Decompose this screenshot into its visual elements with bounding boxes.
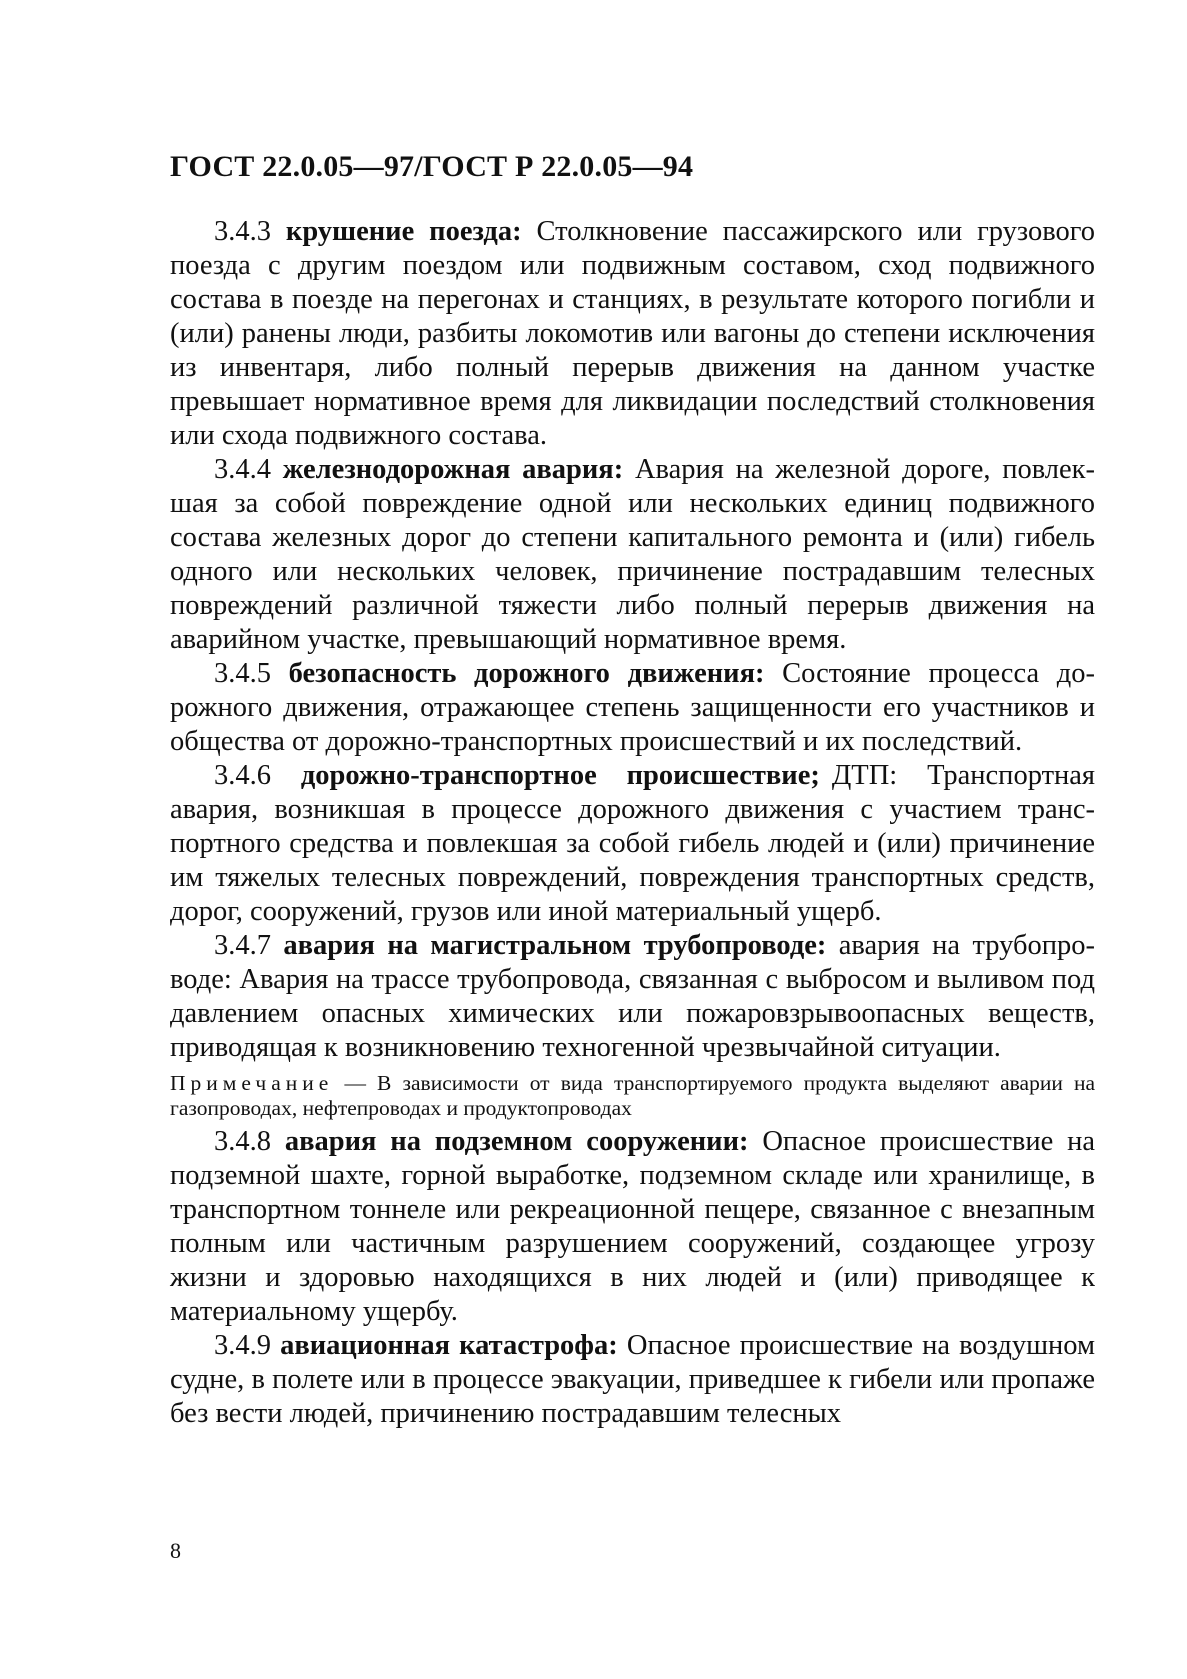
definition: Состояние процесса дорожного движения, отражающее степень защищенности его участников и общества от дорожно-транспортных происшествий и их последствий. <box>170 658 1095 757</box>
definition: Опасное происшествие на подземной шахте, горной выработке, подземном складе или хранилище, в транспортном тоннеле или рекреационной пещере, связанное с внезапным полным или частичным разрушением сооружений, создающее угрозу жизни и здоровью находящихся в них людей и (или) приводящее к материальному ущербу. <box>170 1126 1095 1327</box>
definition: Авария на железной дороге, повлекшая за собой повреждение одной или нескольких единиц подвижного состава железных дорог до степени капитального ремонта и (или) гибель одного или нескольких человек, причинение пострадавшим телесных повреждений различной тяжести либо полный перерыв движения на аварийном участке, превышающий нормативное время. <box>170 454 1096 655</box>
document-body <box>170 215 1095 1431</box>
term: авария на подземном сооружении: <box>284 1126 749 1157</box>
definition: Транспортная авария, возникшая в процессе дорожного движения с участием транспортного средства и повлекшая за собой гибель людей и (или) причинение им тяжелых телесных повреждений, повреждения транспортных средств, дорог, сооружений, грузов или иной материальный ущерб. <box>170 760 1096 927</box>
term: дорожно-транспортное происшествие; <box>300 760 820 791</box>
term: крушение поезда: <box>285 216 522 247</box>
paragraph-3-4-4 <box>170 453 1095 657</box>
document-header: ГОСТ 22.0.05—97/ГОСТ Р 22.0.05—94 <box>170 150 694 183</box>
clause-number: 3.4.3 <box>214 216 271 247</box>
definition: авария на трубопроводе: Авария на трассе трубопровода, связанная с выбросом и выливом под давлением опасных химических или пожаровзрывоопасных веществ, приводящая к возникновению техногенной чрезвычайной ситуации. <box>170 930 1095 1063</box>
term: авария на магистральном трубопроводе: <box>283 930 827 961</box>
paragraph-3-4-9 <box>170 1329 1095 1431</box>
paragraph-3-4-6 <box>170 759 1095 929</box>
paragraph-3-4-5 <box>170 657 1095 759</box>
paragraph-3-4-8 <box>170 1125 1095 1329</box>
clause-number: 3.4.9 <box>214 1330 271 1361</box>
paragraph-3-4-3 <box>170 215 1095 453</box>
abbreviation: ДТП: <box>831 760 898 791</box>
clause-number: 3.4.6 <box>214 760 271 791</box>
definition: Опасное происшествие на воздушном судне, в полете или в процессе эвакуации, приведшее к гибели или пропаже без вести людей, причинению пострадавшим телесных <box>170 1330 1096 1429</box>
definition: Столкновение пассажирского или грузового поезда с другим поездом или подвижным составом, сход подвижного состава в поезде на перегонах и станциях, в результате которого погибли и (или) ранены люди, разбиты локомотив или вагоны до степени исключения из инвентаря, либо полный перерыв движения на данном участке превышает нормативное время для ликвидации последствий столкновения или схода подвижного состава. <box>170 216 1095 451</box>
note-label: Примечание <box>170 1071 334 1095</box>
clause-number: 3.4.4 <box>214 454 271 485</box>
clause-number: 3.4.8 <box>214 1126 271 1157</box>
note-text: — В зависимости от вида транспортируемого продукта выделяют аварии на газопроводах, нефтепроводах и продуктопроводах <box>170 1071 1096 1120</box>
clause-number: 3.4.5 <box>214 658 271 689</box>
term: железнодорожная авария: <box>282 454 624 485</box>
paragraph-3-4-7 <box>170 929 1095 1065</box>
term: безопасность дорожного движения: <box>288 658 765 689</box>
clause-number: 3.4.7 <box>214 930 271 961</box>
note <box>170 1071 1095 1121</box>
page-number: 8 <box>170 1538 181 1563</box>
term: авиационная катастрофа: <box>280 1330 618 1361</box>
